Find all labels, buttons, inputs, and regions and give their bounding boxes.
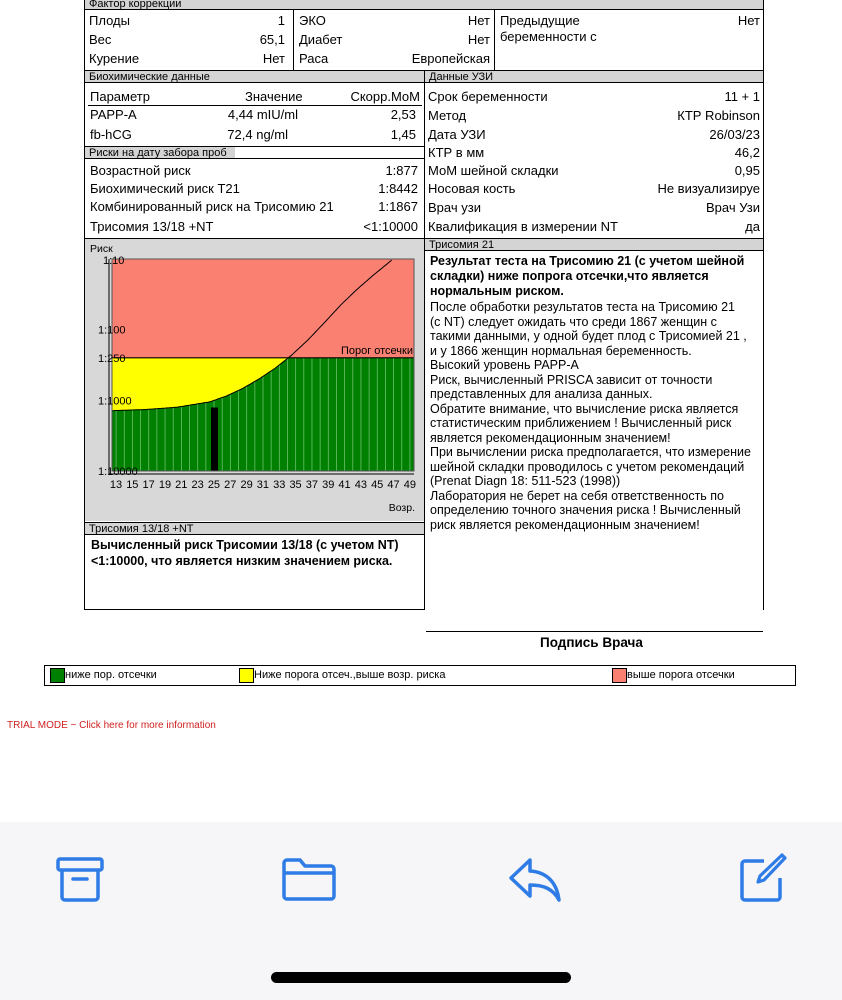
folder-icon: [281, 855, 337, 905]
t21-line: При вычислении риска предполагается, что измерение: [430, 445, 751, 459]
compose-button[interactable]: [738, 852, 788, 904]
param-mom: 2,53: [390, 107, 416, 122]
risks-header: Риски на дату забора проб: [85, 146, 235, 159]
legend-swatch-red: [612, 668, 627, 683]
t21-line: риск является рекомендационным значением!: [430, 517, 700, 532]
x-tick-label: 43: [354, 479, 367, 491]
home-indicator: [271, 972, 571, 983]
param-name: PAPP-A: [90, 107, 137, 122]
y-axis-label: Риск: [90, 243, 113, 255]
folder-button[interactable]: [281, 855, 337, 905]
t1318-header: Трисомия 13/18 +NT: [85, 522, 424, 535]
trial-mode-link[interactable]: TRIAL MODE − Click here for more information: [7, 720, 216, 731]
x-tick-label: 47: [387, 479, 400, 491]
correction-row: Плоды 1: [89, 13, 285, 28]
t21-line: шейной складки проводилось с учетом рекомендаций: [430, 459, 745, 474]
y-tick-label: 1:250: [98, 352, 126, 365]
correction-header: Фактор коррекции: [85, 0, 763, 10]
col-value: Значение: [245, 89, 303, 104]
y-tick-label: 1:1000: [98, 395, 132, 408]
param-value: 72,4 ng/ml: [227, 127, 288, 142]
x-tick-label: 35: [289, 479, 302, 491]
usi-header: Данные УЗИ: [425, 70, 763, 83]
x-tick-label: 33: [273, 479, 286, 491]
risk-row: Комбинированный риск на Трисомию 21 1:1867: [90, 199, 418, 214]
correction-row: ЭКО Нет: [299, 13, 490, 28]
t21-line: (с NT) следует ожидать что среди 1867 женщин с: [430, 314, 717, 329]
border-right: [763, 0, 764, 610]
x-tick-label: 13: [109, 479, 123, 491]
t21-line: После обработки результатов теста на Трисомию 21: [430, 300, 736, 314]
x-axis-label: Возр.: [388, 502, 415, 514]
x-tick-label: 49: [403, 479, 416, 491]
usi-row: Срок беременности 11 + 1: [428, 89, 760, 104]
risk-row: Возрастной риск 1:877: [90, 163, 418, 178]
t21-line: статистическим приближением ! Вычисленный риск: [430, 416, 732, 430]
x-tick-label: 29: [240, 479, 253, 491]
x-tick-label: 21: [175, 479, 188, 491]
x-tick-label: 41: [338, 479, 351, 491]
y-tick-label: 1:10000: [98, 466, 138, 478]
signature-label: Подпись Врача: [540, 635, 643, 650]
usi-row: Квалификация в измерении NT да: [428, 219, 760, 234]
x-tick-label: 45: [371, 479, 384, 491]
reply-button[interactable]: [508, 855, 562, 905]
archive-icon: [55, 855, 105, 905]
reply-icon: [508, 855, 562, 905]
t21-line: Обратите внимание, что вычисление риска является: [430, 401, 739, 416]
t1318-line-1: Вычисленный риск Трисомии 13/18 (с учетом NT): [91, 538, 399, 552]
legend-swatch-green: [50, 668, 65, 683]
col-param: Параметр: [90, 89, 150, 104]
patient-marker: [211, 407, 218, 471]
t21-line: и у 1866 женщин нормальная беременность.: [430, 343, 692, 358]
t21-line: является рекомендационным значением!: [430, 430, 671, 445]
x-tick-label: 37: [305, 479, 319, 491]
t21-line: такими данными, у одной будет плод с Трисомией 21 ,: [430, 329, 747, 343]
x-tick-label: 17: [142, 479, 155, 491]
risk-chart: [85, 239, 424, 521]
y-tick-label: 1:100: [98, 324, 126, 337]
prev-pregnancy-value: Нет: [737, 13, 760, 28]
correction-row: Раса Европейская: [299, 51, 490, 66]
x-tick-label: 31: [256, 479, 270, 491]
usi-row: Метод КТР Robinson: [428, 108, 760, 123]
x-tick-label: 23: [191, 479, 204, 491]
t21-line: Высокий уровень PAPP-A: [430, 358, 579, 372]
usi-row: Носовая кость Не визуализируе: [428, 181, 760, 196]
usi-row: Дата УЗИ 26/03/23: [428, 127, 760, 142]
t21-bold-2: складки) ниже попрога отсечки,что является: [430, 269, 709, 283]
t21-bold-3: нормальным риском.: [430, 284, 564, 298]
correction-row: Курение Нет: [89, 51, 285, 66]
bottom-toolbar: [0, 822, 842, 1000]
param-name: fb-hCG: [90, 127, 132, 142]
t21-header: Трисомия 21: [425, 238, 763, 251]
x-tick-label: 39: [322, 479, 335, 491]
t21-line: Риск, вычисленный PRISCA зависит от точности: [430, 372, 713, 387]
legend-label: ниже пор. отсечки: [65, 669, 157, 681]
x-tick-label: 15: [126, 479, 139, 491]
biochem-header: Биохимические данные: [85, 70, 424, 83]
t21-bold-1: Результат теста на Трисомию 21 (с учетом шейной: [430, 254, 745, 268]
x-tick-label: 27: [224, 479, 237, 491]
x-tick-label: 19: [158, 479, 172, 491]
col-mom: Скорр.МоМ: [350, 89, 420, 104]
usi-row: МоМ шейной складки 0,95: [428, 163, 760, 178]
t21-line: (Prenat Diagn 18: 511-523 (1998)): [430, 474, 621, 488]
t1318-line-2: <1:10000, что является низким значением риска.: [91, 554, 393, 568]
y-tick-label: 1:10: [103, 255, 125, 267]
correction-row: Диабет Нет: [299, 32, 490, 47]
param-value: 4,44 mIU/ml: [227, 107, 298, 122]
cutoff-label: Порог отсечки: [340, 344, 413, 357]
legend-swatch-yellow: [239, 668, 254, 683]
risk-row: Биохимический риск T21 1:8442: [90, 181, 418, 196]
usi-row: Врач узи Врач Узи: [428, 200, 760, 215]
risk-row: Трисомия 13/18 +NT <1:10000: [90, 219, 418, 234]
t21-line: представленных для анализа данных.: [430, 387, 653, 401]
t21-line: Лаборатория не берет на себя ответственность по: [430, 488, 725, 503]
param-mom: 1,45: [390, 127, 416, 142]
prev-pregnancy-label-2: беременности с: [500, 29, 597, 44]
border-middle: [424, 70, 425, 610]
archive-button[interactable]: [55, 855, 105, 905]
correction-row: Вес 65,1: [89, 32, 285, 47]
t21-line: определению точного значения риска ! Вычисленный: [430, 503, 741, 517]
compose-icon: [738, 852, 788, 904]
x-tick-label: 25: [207, 479, 221, 491]
legend-label: выше порога отсечки: [627, 669, 735, 681]
prev-pregnancy-label: Предыдущие: [500, 13, 580, 28]
usi-row: КТР в мм 46,2: [428, 145, 760, 160]
legend-label: Ниже порога отсеч.,выше возр. риска: [254, 669, 446, 681]
